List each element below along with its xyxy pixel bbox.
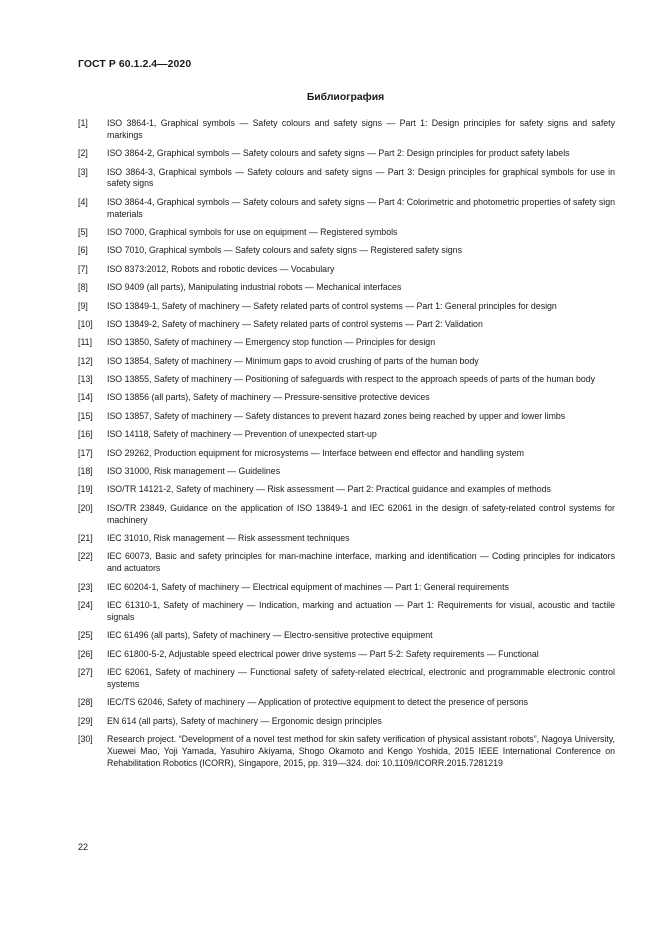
bibliography-entry xyxy=(78,245,615,257)
bibliography-entry-number: [30] xyxy=(78,733,93,744)
bibliography-entry-number: [3] xyxy=(78,166,88,177)
bibliography-entry-text: IEC 62061, Safety of machinery — Functional safety of safety-related electrical, electronic and programmable electronic control systems xyxy=(107,666,615,689)
bibliography-entry-text: ISO 13849-2, Safety of machinery — Safety related parts of control systems — Part 2: Validation xyxy=(107,318,483,329)
bibliography-entry xyxy=(78,392,615,404)
bibliography-entry-number: [9] xyxy=(78,300,88,311)
bibliography-entry-number: [27] xyxy=(78,666,93,677)
bibliography-entry-number: [13] xyxy=(78,374,93,385)
bibliography-entry-number: [19] xyxy=(78,484,93,495)
bibliography-entry-text: IEC/TS 62046, Safety of machinery — Application of protective equipment to detect the presence of persons xyxy=(107,697,529,708)
bibliography-entry-text: ISO 31000, Risk management — Guidelines xyxy=(107,466,281,477)
bibliography-entry-text: ISO 13850, Safety of machinery — Emergency stop function — Principles for design xyxy=(107,337,436,348)
bibliography-entry xyxy=(78,600,615,624)
bibliography-entry-number: [14] xyxy=(78,392,93,403)
bibliography-entry-text: IEC 31010, Risk management — Risk assessment techniques xyxy=(107,533,350,543)
bibliography-entry-text: ISO 8373:2012, Robots and robotic devices — Vocabulary xyxy=(107,263,335,274)
bibliography-entry-text: IEC 61496 (all parts), Safety of machinery — Electro-sensitive protective equipment xyxy=(107,630,433,641)
bibliography-entry-number: [6] xyxy=(78,245,88,256)
bibliography-entry-number: [24] xyxy=(78,599,93,610)
bibliography-entry xyxy=(78,374,615,386)
bibliography-entry-number: [26] xyxy=(78,648,93,659)
bibliography-entry-number: [21] xyxy=(78,533,93,543)
bibliography-entry-text: ISO 13857, Safety of machinery — Safety distances to prevent hazard zones being reached by upper and lower limbs xyxy=(107,410,566,421)
bibliography-entry xyxy=(78,667,615,691)
bibliography-entry xyxy=(78,197,615,221)
bibliography-entry-text: ISO 13855, Safety of machinery — Positioning of safeguards with respect to the approach speeds of parts of the human body xyxy=(107,374,596,385)
bibliography-entry-number: [22] xyxy=(78,551,93,562)
bibliography-entry-text: ISO 3864-4, Graphical symbols — Safety colours and safety signs — Part 4: Colorimetric and photometric properties of safety sign materials xyxy=(107,196,616,219)
bibliography-entry xyxy=(78,649,615,661)
bibliography-entry-number: [1] xyxy=(78,118,88,128)
bibliography-entry-text: ISO 14118, Safety of machinery — Prevention of unexpected start-up xyxy=(107,429,377,440)
bibliography-entry xyxy=(78,227,615,239)
bibliography-entry xyxy=(78,264,615,276)
bibliography-title: Библиография xyxy=(306,92,385,103)
bibliography-entry xyxy=(78,734,615,769)
bibliography-entry xyxy=(78,630,615,642)
bibliography-entry-text: IEC 61800-5-2, Adjustable speed electrical power drive systems — Part 5-2: Safety requirements — Functional xyxy=(107,648,539,659)
bibliography-entry-text: Research project. “Development of a novel test method for skin safety verification of physical assistant robots”, Nagoya University, Xuewei Mao, Yoji Yamada, Yasuhiro Akiyama, Shogo Okamoto and Kengo Yoshida, 2015 IEEE International Conference on Rehabilitation Robotics (ICORR), Singapore, 2015, pp. 319—324. doi: 10.1109/ICORR.2015.7281219 xyxy=(107,733,615,768)
bibliography-entry-text: ISO 3864-1, Graphical symbols — Safety colours and safety signs — Part 1: Design principles for safety signs and safety markings xyxy=(107,118,615,140)
bibliography-entry-number: [16] xyxy=(78,429,93,440)
bibliography-entry-number: [7] xyxy=(78,263,88,274)
bibliography-entry-number: [20] xyxy=(78,502,93,513)
bibliography-entry-text: ISO 9409 (all parts), Manipulating industrial robots — Mechanical interfaces xyxy=(107,282,402,293)
bibliography-entry-text: ISO 13854, Safety of machinery — Minimum gaps to avoid crushing of parts of the human body xyxy=(107,355,479,366)
bibliography-entry-text: ISO 29262, Production equipment for microsystems — Interface between end effector and handling system xyxy=(107,447,524,458)
bibliography-entry-text: ISO 13856 (all parts), Safety of machinery — Pressure-sensitive protective devices xyxy=(107,392,430,403)
bibliography-entry-number: [10] xyxy=(78,318,93,329)
bibliography-entry-number: [15] xyxy=(78,410,93,421)
bibliography-entry-number: [25] xyxy=(78,630,93,641)
bibliography-entry-number: [4] xyxy=(78,196,88,207)
document-header: ГОСТ Р 60.1.2.4—2020 xyxy=(78,59,192,70)
bibliography-entry xyxy=(78,148,615,160)
bibliography-entry-number: [18] xyxy=(78,466,93,477)
bibliography-entry xyxy=(78,319,615,331)
bibliography-entry-text: EN 614 (all parts), Safety of machinery — Ergonomic design principles xyxy=(107,715,382,726)
bibliography-entry xyxy=(78,533,615,545)
bibliography-list xyxy=(78,118,615,776)
bibliography-entry xyxy=(78,356,615,368)
bibliography-entry xyxy=(78,582,615,594)
bibliography-entry-number: [5] xyxy=(78,226,88,237)
bibliography-entry-text: ISO/TR 23849, Guidance on the application of ISO 13849-1 and IEC 62061 in the design of safety-related control systems for machinery xyxy=(107,502,615,525)
bibliography-entry-number: [28] xyxy=(78,697,93,708)
bibliography-entry-number: [23] xyxy=(78,581,93,592)
bibliography-entry xyxy=(78,448,615,460)
bibliography-entry-number: [11] xyxy=(78,337,93,348)
bibliography-entry-text: ISO 3864-3, Graphical symbols — Safety colours and safety signs — Part 3: Design principles for graphical symbols for use in safety signs xyxy=(107,166,615,189)
bibliography-entry xyxy=(78,337,615,349)
bibliography-entry xyxy=(78,429,615,441)
bibliography-entry xyxy=(78,484,615,496)
bibliography-entry-number: [29] xyxy=(78,715,93,726)
bibliography-entry xyxy=(78,697,615,709)
bibliography-entry-text: ISO/TR 14121-2, Safety of machinery — Risk assessment — Part 2: Practical guidance and examples of methods xyxy=(107,484,551,495)
bibliography-entry-text: IEC 60073, Basic and safety principles for man-machine interface, marking and identification — Coding principles for indicators and actuators xyxy=(107,551,615,574)
bibliography-entry xyxy=(78,411,615,423)
bibliography-entry-text: IEC 60204-1, Safety of machinery — Electrical equipment of machines — Part 1: General requirements xyxy=(107,581,509,592)
bibliography-entry xyxy=(78,301,615,313)
bibliography-entry xyxy=(78,167,615,191)
bibliography-entry-number: [8] xyxy=(78,282,88,293)
bibliography-entry-number: [2] xyxy=(78,148,88,159)
page-number: 22 xyxy=(78,842,89,852)
bibliography-entry-text: ISO 3864-2, Graphical symbols — Safety colours and safety signs — Part 2: Design principles for product safety labels xyxy=(107,148,570,159)
bibliography-entry-number: [17] xyxy=(78,447,93,458)
bibliography-entry-text: ISO 7010, Graphical symbols — Safety colours and safety signs — Registered safety signs xyxy=(107,245,462,256)
bibliography-entry xyxy=(78,466,615,478)
bibliography-entry xyxy=(78,503,615,527)
bibliography-entry-number: [12] xyxy=(78,355,93,366)
bibliography-entry xyxy=(78,118,615,142)
bibliography-entry-text: ISO 13849-1, Safety of machinery — Safety related parts of control systems — Part 1: General principles for design xyxy=(107,300,557,311)
bibliography-entry xyxy=(78,716,615,728)
bibliography-entry-text: ISO 7000, Graphical symbols for use on equipment — Registered symbols xyxy=(107,226,398,237)
bibliography-entry xyxy=(78,551,615,575)
bibliography-entry xyxy=(78,282,615,294)
bibliography-entry-text: IEC 61310-1, Safety of machinery — Indication, marking and actuation — Part 1: Requirements for visual, acoustic and tactile signals xyxy=(107,599,615,622)
